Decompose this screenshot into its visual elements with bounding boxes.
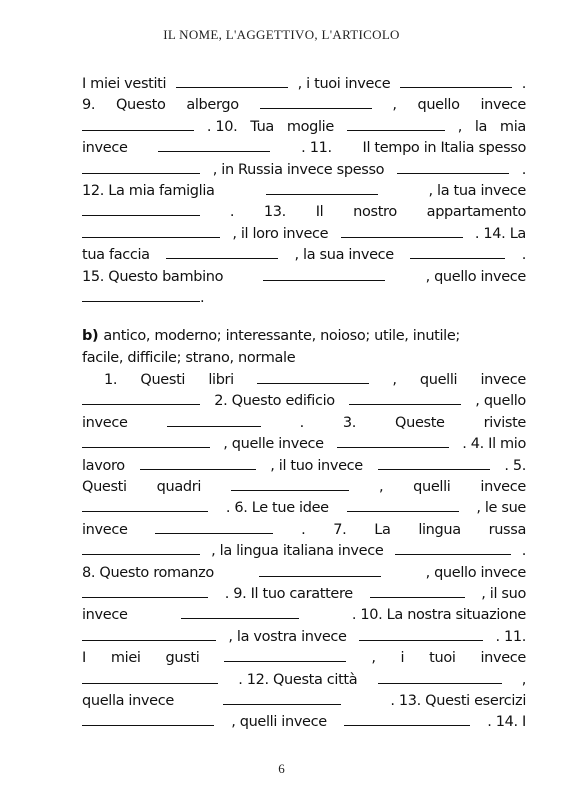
line-text: , la sua invece bbox=[294, 247, 394, 264]
answer-blank[interactable] bbox=[370, 583, 465, 598]
answer-blank[interactable] bbox=[266, 180, 378, 195]
line-text: . 11. bbox=[301, 140, 332, 157]
line-text: . bbox=[521, 161, 526, 178]
answer-blank[interactable] bbox=[140, 455, 256, 470]
answer-blank[interactable] bbox=[378, 669, 502, 684]
section-b-line bbox=[82, 476, 526, 497]
line-text: riviste bbox=[483, 414, 526, 431]
section-b-line bbox=[82, 711, 526, 732]
line-text: . bbox=[229, 204, 235, 221]
answer-blank[interactable] bbox=[167, 412, 261, 427]
answer-blank[interactable] bbox=[82, 116, 194, 131]
line-text: , bbox=[457, 118, 462, 135]
answer-blank[interactable] bbox=[82, 711, 214, 726]
line-text: Questo bbox=[115, 97, 166, 114]
line-text: albergo bbox=[186, 97, 239, 114]
line-text: 9. bbox=[82, 97, 96, 114]
line-text: invece bbox=[82, 414, 128, 431]
section-a bbox=[82, 73, 526, 308]
answer-blank[interactable] bbox=[82, 626, 216, 641]
line-text: invece bbox=[480, 479, 526, 496]
section-b-line bbox=[82, 412, 526, 433]
answer-blank[interactable] bbox=[155, 519, 273, 534]
line-text: 15. Questo bambino bbox=[82, 268, 224, 285]
line-text: , quelli invece bbox=[231, 714, 327, 731]
answer-blank[interactable] bbox=[82, 433, 210, 448]
line-text: Queste bbox=[395, 414, 445, 431]
section-a-line bbox=[82, 244, 526, 265]
line-text: La bbox=[374, 521, 391, 538]
line-text: quadri bbox=[156, 479, 202, 496]
answer-blank[interactable] bbox=[82, 223, 220, 238]
line-text: quelli bbox=[419, 372, 458, 389]
line-text: 2. Questo edificio bbox=[214, 393, 335, 410]
line-text: invece bbox=[82, 140, 128, 157]
section-a-line bbox=[82, 159, 526, 180]
line-text: appartamento bbox=[426, 204, 526, 221]
line-text: . 5. bbox=[504, 457, 526, 474]
answer-blank[interactable] bbox=[82, 390, 200, 405]
line-text: , quello bbox=[475, 393, 526, 410]
line-text: 12. La mia famiglia bbox=[82, 182, 215, 199]
section-gap bbox=[82, 308, 526, 326]
answer-blank[interactable] bbox=[176, 73, 288, 88]
answer-blank[interactable] bbox=[82, 540, 200, 555]
answer-blank[interactable] bbox=[223, 690, 341, 705]
line-text: quello bbox=[417, 97, 460, 114]
answer-blank[interactable] bbox=[82, 159, 200, 174]
line-text: . 11. bbox=[495, 628, 526, 645]
answer-blank[interactable] bbox=[82, 583, 208, 598]
line-text: , i tuoi invece bbox=[297, 76, 391, 92]
line-text: , quello invece bbox=[425, 268, 526, 285]
section-b-line bbox=[82, 604, 526, 625]
line-text: , bbox=[521, 671, 526, 688]
answer-blank[interactable] bbox=[259, 562, 381, 577]
line-text: . 13. Questi esercizi bbox=[390, 692, 526, 709]
section-a-line bbox=[82, 180, 526, 201]
section-b-intro-line-1 bbox=[82, 326, 526, 347]
line-text: tuoi bbox=[429, 650, 456, 667]
answer-blank[interactable] bbox=[181, 604, 299, 619]
line-text: . bbox=[521, 247, 526, 264]
section-b-line bbox=[82, 497, 526, 518]
line-text: quella invece bbox=[82, 692, 174, 709]
section-b-line bbox=[82, 562, 526, 583]
answer-blank[interactable] bbox=[224, 647, 346, 662]
answer-blank[interactable] bbox=[378, 455, 490, 470]
line-text: . 6. Le tue idee bbox=[225, 500, 329, 517]
section-a-line bbox=[82, 94, 526, 115]
line-text: . 14. I bbox=[487, 714, 526, 731]
line-text: mia bbox=[499, 118, 526, 135]
answer-blank[interactable] bbox=[410, 244, 505, 259]
answer-blank[interactable] bbox=[158, 137, 270, 152]
answer-blank[interactable] bbox=[347, 116, 445, 131]
line-text: russa bbox=[488, 521, 526, 538]
line-text: Questi bbox=[140, 372, 186, 389]
line-text: miei bbox=[110, 650, 141, 667]
section-a-line bbox=[82, 116, 526, 137]
line-text: moglie bbox=[286, 118, 334, 135]
line-text: . 10. bbox=[206, 118, 238, 135]
section-b-word-list: antico, moderno; interessante, noioso; utile, inutile; bbox=[103, 328, 460, 345]
line-text: , bbox=[371, 650, 376, 667]
line-text: invece bbox=[82, 607, 128, 624]
line-text: Tua bbox=[250, 118, 274, 135]
line-text: . bbox=[521, 76, 526, 92]
answer-blank[interactable] bbox=[359, 626, 483, 641]
answer-blank[interactable] bbox=[341, 223, 463, 238]
line-text: Questi bbox=[82, 479, 127, 496]
line-text: , quello invece bbox=[425, 564, 526, 581]
line-text: , bbox=[392, 97, 397, 114]
line-text: libri bbox=[208, 372, 234, 389]
line-text: , il suo bbox=[481, 585, 526, 602]
line-text: . bbox=[200, 289, 205, 306]
answer-blank[interactable] bbox=[400, 73, 512, 88]
section-b-line bbox=[82, 455, 526, 476]
line-text: , il loro invece bbox=[232, 225, 329, 242]
line-text: , il tuo invece bbox=[270, 457, 363, 474]
answer-blank[interactable] bbox=[231, 476, 349, 491]
answer-blank[interactable] bbox=[337, 433, 449, 448]
line-text: la bbox=[474, 118, 488, 135]
section-b-label: b) bbox=[82, 328, 99, 345]
line-text: . bbox=[521, 543, 526, 560]
line-text: , bbox=[378, 479, 384, 496]
line-text: . bbox=[301, 521, 306, 538]
section-b-line bbox=[82, 369, 526, 390]
page-number: 6 bbox=[278, 761, 285, 776]
section-b-word-list-continued: facile, difficile; strano, normale bbox=[82, 349, 296, 366]
section-a-line bbox=[82, 266, 526, 287]
line-text: invece bbox=[480, 372, 526, 389]
section-b-line bbox=[82, 519, 526, 540]
section-a-line bbox=[82, 201, 526, 222]
line-text: quelli bbox=[413, 479, 451, 496]
line-text: 13. bbox=[263, 204, 286, 221]
line-text: nostro bbox=[353, 204, 397, 221]
section-b-line bbox=[82, 540, 526, 561]
exercise-body bbox=[82, 73, 526, 733]
line-text: . 12. Questa città bbox=[238, 671, 358, 688]
line-text: 8. Questo romanzo bbox=[82, 564, 214, 581]
line-text: , la vostra invece bbox=[228, 628, 347, 645]
line-text: 3. bbox=[342, 414, 357, 431]
answer-blank[interactable] bbox=[82, 669, 218, 684]
section-b-line bbox=[82, 390, 526, 411]
line-text: 7. bbox=[333, 521, 347, 538]
line-text: i bbox=[400, 650, 405, 667]
section-b-line bbox=[82, 669, 526, 690]
line-text: . bbox=[299, 414, 304, 431]
line-text: I miei vestiti bbox=[82, 76, 167, 92]
answer-blank[interactable] bbox=[347, 497, 459, 512]
line-text: . 14. La bbox=[474, 225, 526, 242]
line-text: , bbox=[392, 372, 397, 389]
answer-blank[interactable] bbox=[349, 390, 461, 405]
section-b-intro-line-2 bbox=[82, 348, 526, 369]
line-text: Il tempo in Italia spesso bbox=[362, 140, 526, 157]
line-text: 1. bbox=[104, 372, 118, 389]
answer-blank[interactable] bbox=[82, 201, 200, 216]
answer-blank[interactable] bbox=[82, 287, 200, 302]
answer-blank[interactable] bbox=[82, 497, 208, 512]
line-text: lingua bbox=[418, 521, 461, 538]
answer-blank[interactable] bbox=[344, 711, 470, 726]
line-text: invece bbox=[480, 97, 526, 114]
line-text: invece bbox=[480, 650, 526, 667]
answer-blank[interactable] bbox=[263, 266, 385, 281]
line-text: , in Russia invece spesso bbox=[212, 161, 385, 178]
section-a-line bbox=[82, 223, 526, 244]
line-text: , le sue bbox=[476, 500, 526, 517]
line-text: I bbox=[82, 650, 86, 667]
line-text: . 9. Il tuo carattere bbox=[224, 585, 353, 602]
line-text: . 10. La nostra situazione bbox=[351, 607, 526, 624]
line-text: , la lingua italiana invece bbox=[211, 543, 384, 560]
section-b-line bbox=[82, 626, 526, 647]
line-text: tua faccia bbox=[82, 247, 150, 264]
running-header: IL NOME, L'AGGETTIVO, L'ARTICOLO bbox=[163, 27, 400, 42]
line-text: Il bbox=[315, 204, 324, 221]
answer-blank[interactable] bbox=[395, 540, 511, 555]
section-a-line bbox=[82, 287, 526, 308]
line-text: gusti bbox=[165, 650, 200, 667]
section-b-line bbox=[82, 433, 526, 454]
line-text: invece bbox=[82, 521, 128, 538]
section-a-line bbox=[82, 73, 526, 94]
section-b bbox=[82, 369, 526, 733]
section-b-line bbox=[82, 583, 526, 604]
answer-blank[interactable] bbox=[260, 94, 372, 109]
section-b-line bbox=[82, 690, 526, 711]
line-text: , quelle invece bbox=[223, 436, 324, 453]
answer-blank[interactable] bbox=[166, 244, 278, 259]
answer-blank[interactable] bbox=[397, 159, 509, 174]
line-text: , la tua invece bbox=[428, 182, 526, 199]
line-text: lavoro bbox=[82, 457, 125, 474]
answer-blank[interactable] bbox=[257, 369, 369, 384]
section-a-line bbox=[82, 137, 526, 158]
section-b-line bbox=[82, 647, 526, 668]
line-text: . 4. Il mio bbox=[462, 436, 526, 453]
